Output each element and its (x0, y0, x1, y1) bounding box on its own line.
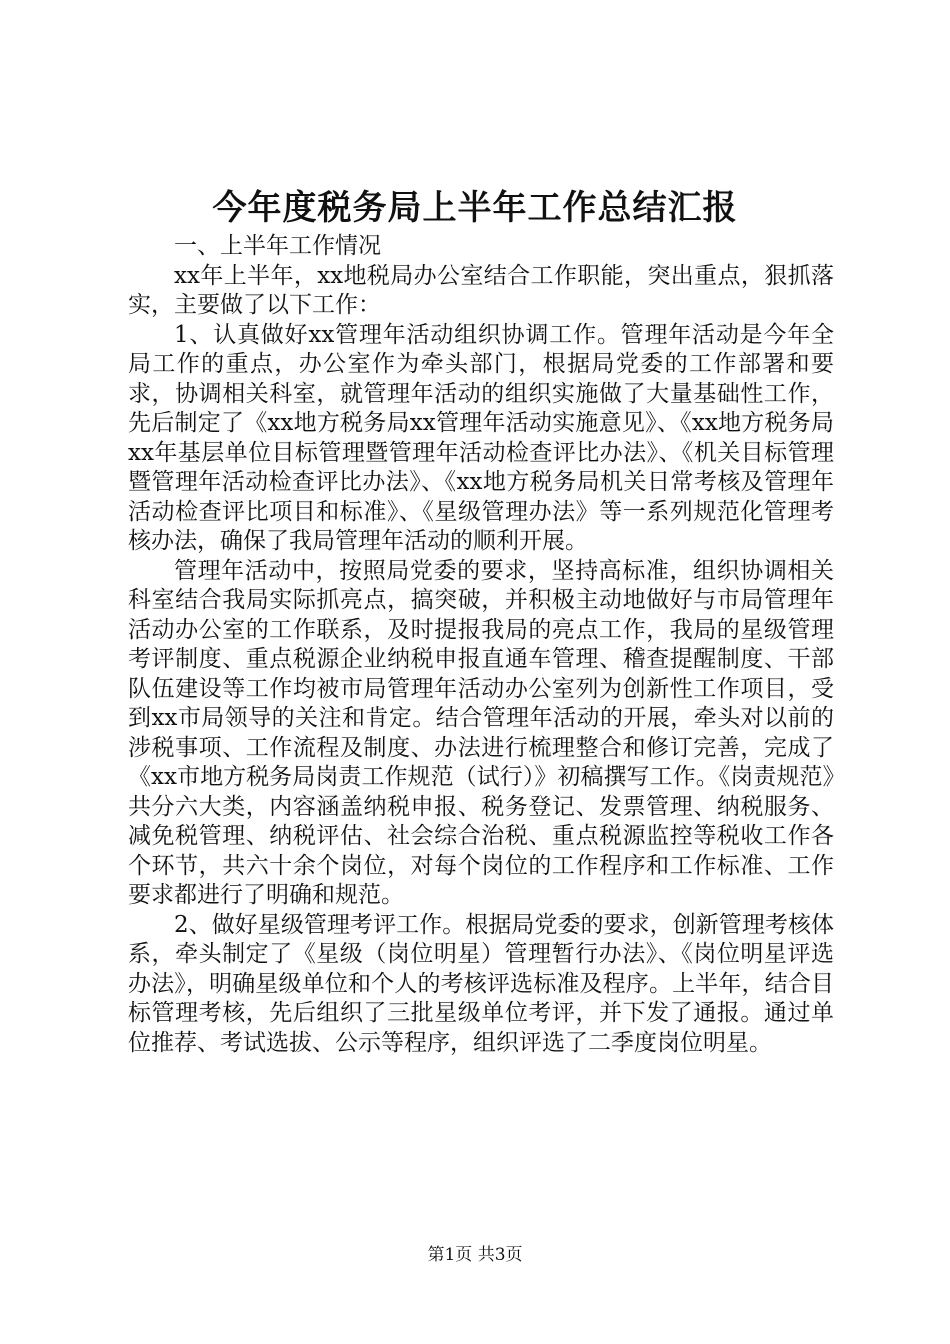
page-footer (0, 1243, 950, 1267)
page-number: 第1页 共3页 (427, 1245, 523, 1265)
paragraph-item-2: 2、做好星级管理考评工作。根据局党委的要求，创新管理考核体系，牵头制定了《星级（岗位明星）管理暂行办法》、《岗位明星评选办法》，明确星级单位和个人的考核评选标准及程序。上半年，结合目标管理考核，先后组织了三批星级单位考评，并下发了通报。通过单位推荐、考试选拔、公示等程序，组织评选了二季度岗位明星。 (128, 911, 834, 1056)
document-title: 今年度税务局上半年工作总结汇报 (212, 188, 738, 228)
document-body (128, 232, 834, 1058)
section-heading: 一、上半年工作情况 (174, 233, 381, 259)
paragraph-intro: xx年上半年，xx地税局办公室结合工作职能，突出重点，狠抓落实，主要做了以下工作： (128, 262, 834, 318)
paragraph-item-1: 1、认真做好xx管理年活动组织协调工作。管理年活动是今年全局工作的重点，办公室作为牵头部门，根据局党委的工作部署和要求，协调相关科室，就管理年活动的组织实施做了大量基础性工作，先后制定了《xx地方税务局xx管理年活动实施意见》、《xx地方税务局xx年基层单位目标管理暨管理年活动检查评比办法》、《机关目标管理暨管理年活动检查评比办法》、《xx地方税务局机关日常考核及管理年活动检查评比项目和标准》、《星级管理办法》等一系列规范化管理考核办法，确保了我局管理年活动的顺利开展。 (128, 321, 834, 554)
paragraph-management-year: 管理年活动中，按照局党委的要求，坚持高标准，组织协调相关科室结合我局实际抓亮点，搞突破，并积极主动地做好与市局管理年活动办公室的工作联系，及时提报我局的亮点工作，我局的星级管理考评制度、重点税源企业纳税申报直通车管理、稽查提醒制度、干部队伍建设等工作均被市局管理年活动办公室列为创新性工作项目，受到xx市局领导的关注和肯定。结合管理年活动的开展，牵头对以前的涉税事项、工作流程及制度、办法进行梳理整合和修订完善，完成了《xx市地方税务局岗责工作规范（试行）》初稿撰写工作。《岗责规范》共分六大类，内容涵盖纳税申报、税务登记、发票管理、纳税服务、减免税管理、纳税评估、社会综合治税、重点税源监控等税收工作各个环节，共六十余个岗位，对每个岗位的工作程序和工作标准、工作要求都进行了明确和规范。 (128, 557, 834, 908)
